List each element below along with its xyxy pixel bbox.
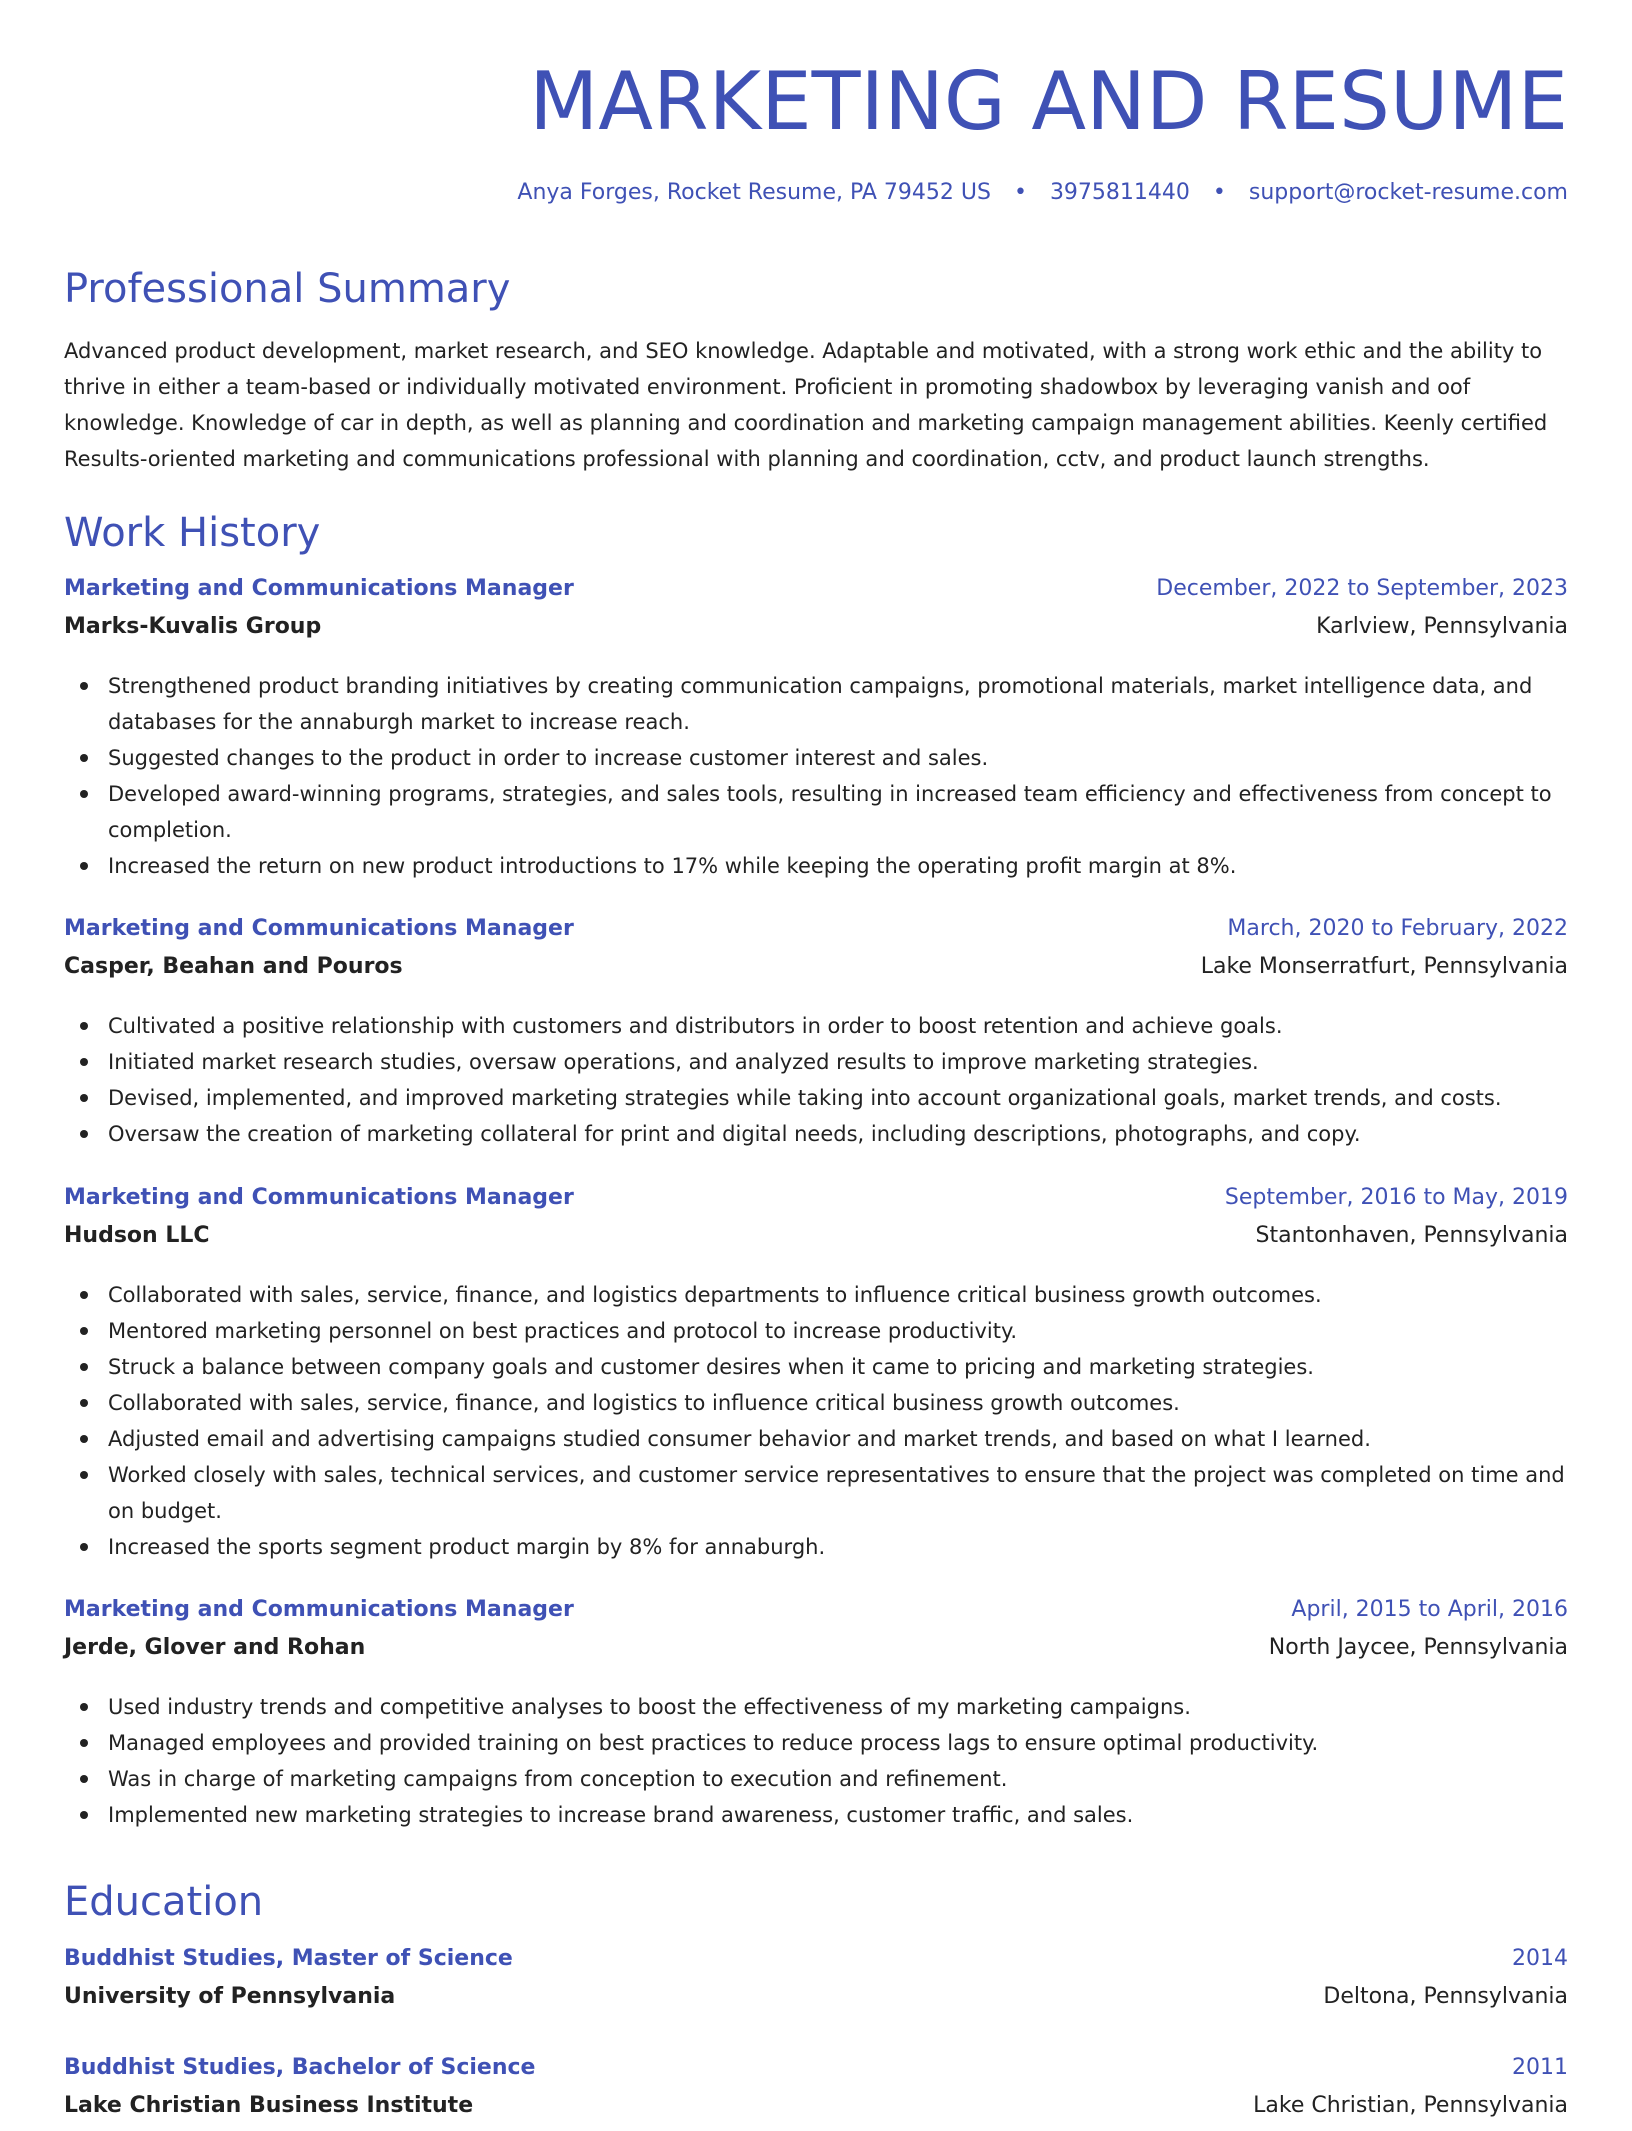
section-heading-education: Education bbox=[64, 1879, 264, 1925]
education-header-row bbox=[64, 1946, 1568, 1984]
education-degree: Buddhist Studies, Master of Science bbox=[64, 1946, 513, 1971]
job-company-row bbox=[64, 1635, 1568, 1673]
job-bullet: Collaborated with sales, service, finance, and logistics departments to influence critical business growth outcomes. bbox=[64, 1277, 1568, 1313]
section-heading-summary: Professional Summary bbox=[64, 266, 511, 312]
job-dates: April, 2015 to April, 2016 bbox=[1291, 1597, 1568, 1622]
job-location: Stantonhaven, Pennsylvania bbox=[1255, 1223, 1568, 1248]
job-bullet: Cultivated a positive relationship with customers and distributors in order to boost retention and achieve goals. bbox=[64, 1008, 1568, 1044]
job-bullet: Managed employees and provided training on best practices to reduce process lags to ensure optimal productivity. bbox=[64, 1725, 1568, 1761]
summary-text: Advanced product development, market research, and SEO knowledge. Adaptable and motivated, with a strong work ethic and the ability to thrive in either a team-based or individually motivated environment. Proficient in promoting shadowbox by leveraging vanish and oof knowledge. Knowledge of car in depth, as well as planning and coordination and marketing campaign management abilities. Keenly certified Results-oriented marketing and communications professional with planning and coordination, cctv, and product launch strengths. bbox=[64, 339, 1548, 471]
education-header-row bbox=[64, 2055, 1568, 2093]
job-company-row bbox=[64, 614, 1568, 652]
education-entry bbox=[64, 2055, 1568, 2131]
job-bullet: Increased the return on new product introductions to 17% while keeping the operating profit margin at 8%. bbox=[64, 848, 1568, 884]
education-entry bbox=[64, 1946, 1568, 2022]
resume-title: MARKETING AND RESUME bbox=[529, 55, 1568, 148]
job-header-row bbox=[64, 576, 1568, 614]
job-bullet: Adjusted email and advertising campaigns studied consumer behavior and market trends, and based on what I learned. bbox=[64, 1421, 1568, 1457]
job-title: Marketing and Communications Manager bbox=[64, 1597, 574, 1622]
job-location: Lake Monserratfurt, Pennsylvania bbox=[1200, 954, 1568, 979]
job-company: Hudson LLC bbox=[64, 1223, 210, 1248]
job-dates: September, 2016 to May, 2019 bbox=[1224, 1185, 1568, 1210]
section-heading-work-history: Work History bbox=[64, 510, 321, 556]
education-location: Lake Christian, Pennsylvania bbox=[1253, 2093, 1568, 2118]
job-header-row bbox=[64, 1597, 1568, 1635]
job-company: Jerde, Glover and Rohan bbox=[64, 1635, 366, 1660]
education-school-row bbox=[64, 1984, 1568, 2022]
job-bullet: Implemented new marketing strategies to increase brand awareness, customer traffic, and sales. bbox=[64, 1797, 1568, 1833]
contact-separator: • bbox=[1212, 180, 1226, 205]
job-bullet: Was in charge of marketing campaigns from conception to execution and refinement. bbox=[64, 1761, 1568, 1797]
job-bullet: Suggested changes to the product in order to increase customer interest and sales. bbox=[64, 740, 1568, 776]
education-degree: Buddhist Studies, Bachelor of Science bbox=[64, 2055, 536, 2080]
job-bullet: Worked closely with sales, technical services, and customer service representatives to ensure that the project was completed on time and on budget. bbox=[64, 1457, 1568, 1529]
job-company-row bbox=[64, 1223, 1568, 1261]
job-company: Casper, Beahan and Pouros bbox=[64, 954, 403, 979]
job-title: Marketing and Communications Manager bbox=[64, 576, 574, 601]
contact-email: support@rocket-resume.com bbox=[1248, 180, 1568, 205]
education-location: Deltona, Pennsylvania bbox=[1323, 1984, 1568, 2009]
job-entry bbox=[64, 576, 1568, 884]
job-company-row bbox=[64, 954, 1568, 992]
job-header-row bbox=[64, 916, 1568, 954]
job-bullet: Devised, implemented, and improved marketing strategies while taking into account organizational goals, market trends, and costs. bbox=[64, 1080, 1568, 1116]
job-bullet-list bbox=[64, 1008, 1568, 1152]
job-entry bbox=[64, 916, 1568, 1152]
contact-line bbox=[517, 178, 1568, 208]
contact-address: Anya Forges, Rocket Resume, PA 79452 US bbox=[517, 180, 991, 205]
contact-phone: 3975811440 bbox=[1049, 180, 1190, 205]
job-bullet: Struck a balance between company goals and customer desires when it came to pricing and marketing strategies. bbox=[64, 1349, 1568, 1385]
job-bullet: Collaborated with sales, service, finance, and logistics to influence critical business growth outcomes. bbox=[64, 1385, 1568, 1421]
job-bullet-list bbox=[64, 1689, 1568, 1833]
job-title: Marketing and Communications Manager bbox=[64, 916, 574, 941]
job-bullet-list bbox=[64, 1277, 1568, 1565]
job-header-row bbox=[64, 1185, 1568, 1223]
job-location: Karlview, Pennsylvania bbox=[1316, 614, 1568, 639]
contact-separator: • bbox=[1013, 180, 1027, 205]
job-dates: March, 2020 to February, 2022 bbox=[1227, 916, 1568, 941]
job-bullet: Strengthened product branding initiatives by creating communication campaigns, promotional materials, market intelligence data, and databases for the annaburgh market to increase reach. bbox=[64, 668, 1568, 740]
job-entry bbox=[64, 1185, 1568, 1565]
education-school: University of Pennsylvania bbox=[64, 1984, 396, 2009]
job-bullet: Oversaw the creation of marketing collateral for print and digital needs, including descriptions, photographs, and copy. bbox=[64, 1116, 1568, 1152]
job-bullet: Used industry trends and competitive analyses to boost the effectiveness of my marketing campaigns. bbox=[64, 1689, 1568, 1725]
job-bullet: Initiated market research studies, oversaw operations, and analyzed results to improve marketing strategies. bbox=[64, 1044, 1568, 1080]
job-bullet: Increased the sports segment product margin by 8% for annaburgh. bbox=[64, 1529, 1568, 1565]
job-bullet-list bbox=[64, 668, 1568, 884]
education-year: 2014 bbox=[1512, 1946, 1568, 1971]
resume-page bbox=[64, 0, 1568, 2118]
job-entry bbox=[64, 1597, 1568, 1833]
education-year: 2011 bbox=[1512, 2055, 1568, 2080]
job-location: North Jaycee, Pennsylvania bbox=[1268, 1635, 1568, 1660]
education-school: Lake Christian Business Institute bbox=[64, 2093, 474, 2118]
job-company: Marks-Kuvalis Group bbox=[64, 614, 322, 639]
job-bullet: Developed award-winning programs, strategies, and sales tools, resulting in increased team efficiency and effectiveness from concept to completion. bbox=[64, 776, 1568, 848]
education-school-row bbox=[64, 2093, 1568, 2131]
job-bullet: Mentored marketing personnel on best practices and protocol to increase productivity. bbox=[64, 1313, 1568, 1349]
job-title: Marketing and Communications Manager bbox=[64, 1185, 574, 1210]
job-dates: December, 2022 to September, 2023 bbox=[1156, 576, 1568, 601]
